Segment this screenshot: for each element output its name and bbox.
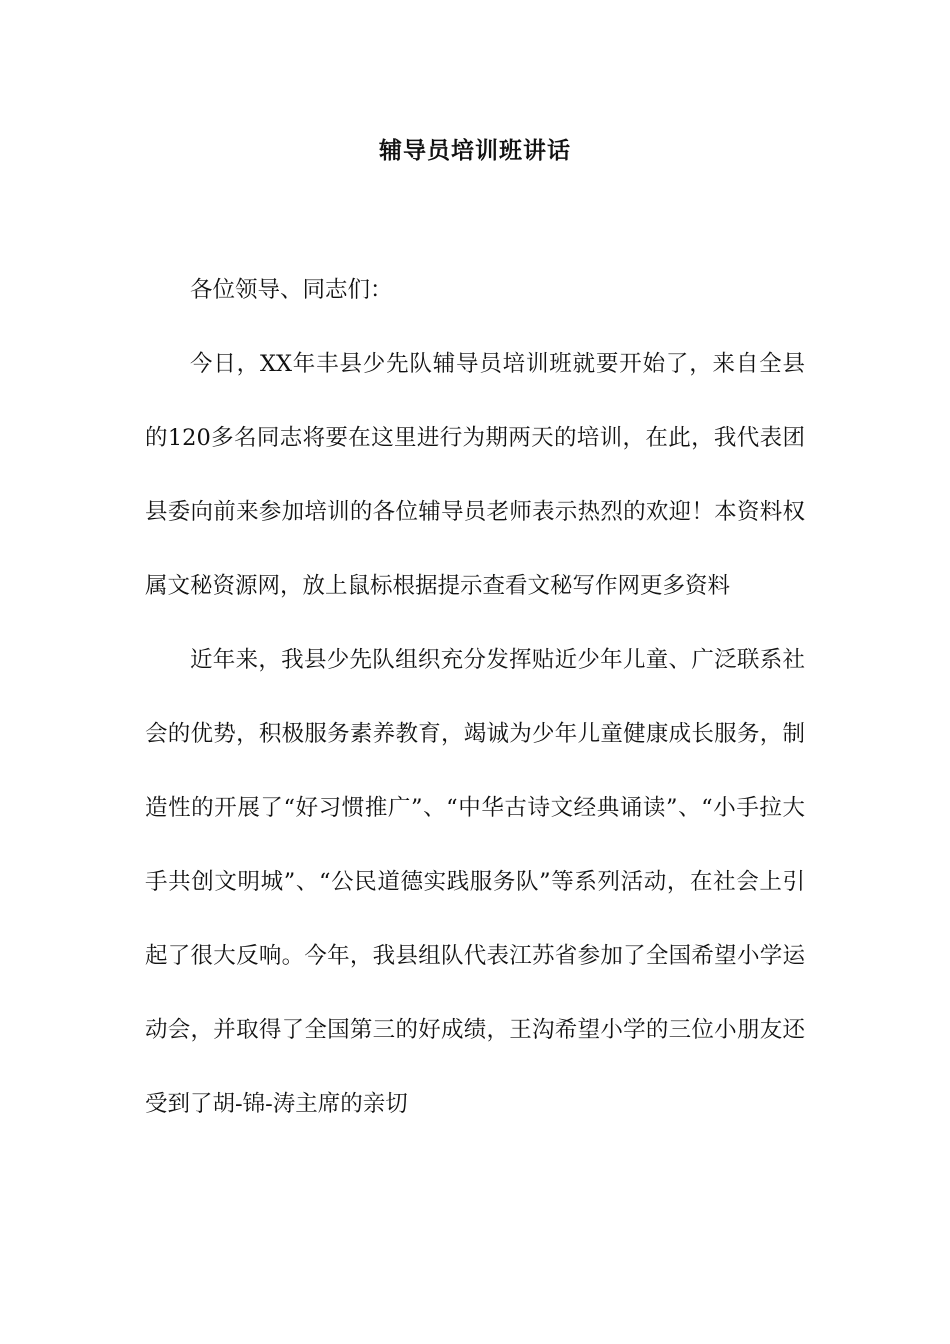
document-title: 辅导员培训班讲话 [379,138,571,164]
paragraph-achievements: 近年来，我县少先队组织充分发挥贴近少年儿童、广泛联系社会的优势，积极服务素养教育，竭诚为少年儿童健康成长服务，制造性的开展了“好习惯推广”、“中华古诗文经典诵读”、“小手拉大手共创文明城”、“公民道德实践服务队”等系列活动，在社会上引起了很大反响。今年，我县组队代表江苏省参加了全国希望小学运动会，并取得了全国第三的好成绩，王沟希望小学的三位小朋友还受到了胡-锦-涛主席的亲切 [145,647,805,1117]
paragraph-greeting: 各位领导、同志们： [190,277,393,303]
document-body [145,253,805,1141]
paragraph-welcome: 今日，XX年丰县少先队辅导员培训班就要开始了，来自全县的120多名同志将要在这里进行为期两天的培训，在此，我代表团县委向前来参加培训的各位辅导员老师表示热烈的欢迎！本资料权属文秘资源网，放上鼠标根据提示查看文秘写作网更多资料 [145,351,805,599]
